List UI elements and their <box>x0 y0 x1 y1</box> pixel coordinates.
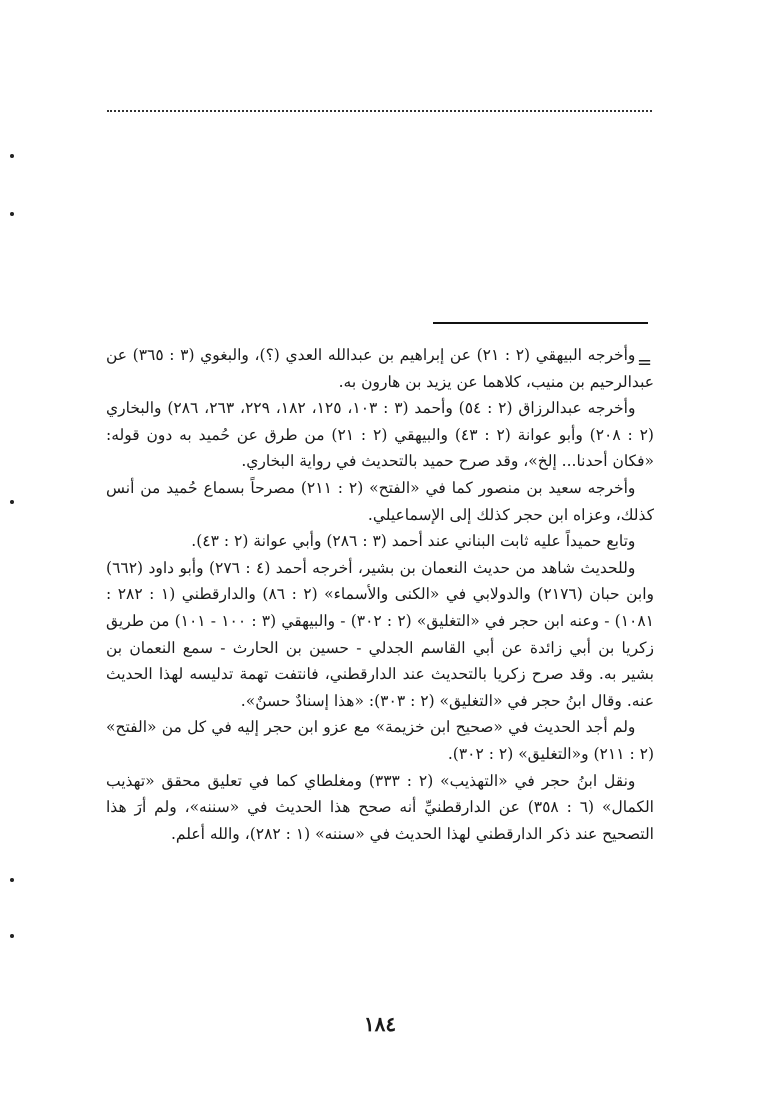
margin-dot <box>10 934 14 938</box>
margin-dot <box>10 212 14 216</box>
footnote-paragraph: ونقل ابنُ حجر في «التهذيب» (٢ : ٣٣٣) ومغلطاي كما في تعليق محقق «تهذيب الكمال» (٦ : ٣٥٨) عن الدارقطنيِّ أنه صحح هذا الحديث في «سننه»، ولم أرَ هذا التصحيح عند ذكر الدارقطني لهذا الحديث في «سننه» (١ : ٢٨٢)، والله أعلم. <box>106 771 654 843</box>
margin-dot <box>10 878 14 882</box>
page-number: ١٨٤ <box>363 1012 397 1036</box>
footnote-paragraph: ولم أجد الحديث في «صحيح ابن خزيمة» مع عزو ابن حجر إليه في كل من «الفتح» (٢ : ٢١١) و«التغليق» (٢ : ٣٠٢). <box>106 718 654 763</box>
footnote-paragraph: وأخرجه عبدالرزاق (٢ : ٥٤) وأحمد (٣ : ١٠٣، ١٢٥، ١٨٢، ٢٢٩، ٢٦٣، ٢٨٦) والبخاري (٢ : ٢٠٨) وأبو عوانة (٢ : ٤٣) والبيهقي (٢ : ٢١) من طرق عن حُميد به دون قوله: «فكان أحدنا... إلخ»، وقد صرح حميد بالتحديث في رواية البخاري. <box>106 399 654 471</box>
footnotes-block <box>106 342 654 847</box>
footnote-paragraph: وأخرجه البيهقي (٢ : ٢١) عن إبراهيم بن عبدالله العدي (؟)، والبغوي (٣ : ٣٦٥) عن عبدالرحيم بن منيب، كلاهما عن يزيد بن هارون به. <box>106 346 654 391</box>
footnote-separator-rule <box>433 322 648 324</box>
top-dotted-separator <box>107 110 652 112</box>
footnote-continuation-marker: = <box>637 352 653 373</box>
footnote-paragraph: وللحديث شاهد من حديث النعمان بن بشير، أخرجه أحمد (٤ : ٢٧٦) وأبو داود (٦٦٢) وابن حبان (٢١٧٦) والدولابي في «الكنى والأسماء» (٢ : ٨٦) والدارقطني (١ : ٢٨٢ : ١٠٨١) - وعنه ابن حجر في «التغليق» (٢ : ٣٠٢) - والبيهقي (٣ : ١٠٠ - ١٠١) من طريق زكريا بن أبي زائدة عن أبي القاسم الجدلي - حسين بن الحارث - سمع النعمان بن بشير به. وقد صرح زكريا بالتحديث عند الدارقطني، فانتفت تهمة تدليسه لهذا الحديث عنه. وقال ابنُ حجر في «التغليق» (٢ : ٣٠٣): «هذا إسنادٌ حسنٌ». <box>106 558 655 710</box>
footnote-paragraph: وأخرجه سعيد بن منصور كما في «الفتح» (٢ : ٢١١) مصرحاً بسماع حُميد من أنس كذلك، وعزاه ابن حجر كذلك إلى الإسماعيلي. <box>106 478 654 524</box>
margin-dot <box>10 500 14 504</box>
margin-dot <box>10 154 14 158</box>
footnote-paragraph: وتابع حميداً عليه ثابت البناني عند أحمد (٣ : ٢٨٦) وأبي عوانة (٢ : ٤٣). <box>191 532 636 551</box>
